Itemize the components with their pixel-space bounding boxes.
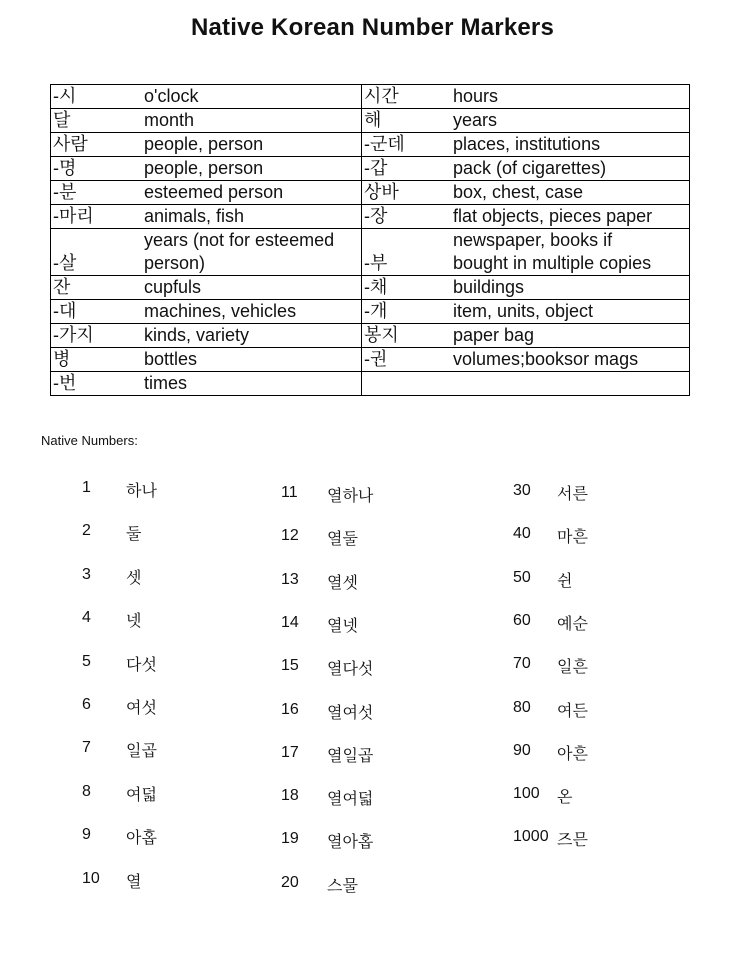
number-korean: 아홉 xyxy=(126,828,157,847)
number-korean: 열둘 xyxy=(327,529,358,548)
marker-korean: -권 xyxy=(362,348,452,372)
number-korean: 온 xyxy=(557,787,573,806)
marker-korean: -개 xyxy=(362,300,452,324)
marker-korean: -명 xyxy=(51,157,143,181)
number-korean: 다섯 xyxy=(126,655,157,674)
number-digit: 1000 xyxy=(513,828,549,845)
table-row xyxy=(51,181,690,205)
marker-korean: -분 xyxy=(51,181,143,205)
number-digit: 8 xyxy=(82,783,91,800)
number-korean: 열하나 xyxy=(327,486,374,505)
number-digit: 20 xyxy=(281,874,299,891)
marker-meaning: years xyxy=(451,109,690,133)
number-korean: 스물 xyxy=(327,876,358,895)
marker-korean: 상바 xyxy=(362,181,452,205)
number-digit: 14 xyxy=(281,614,299,631)
table-row xyxy=(51,324,690,348)
marker-korean: 해 xyxy=(362,109,452,133)
number-digit: 60 xyxy=(513,612,531,629)
number-korean: 열여덟 xyxy=(327,789,374,808)
table-row xyxy=(51,109,690,133)
marker-meaning: paper bag xyxy=(451,324,690,348)
number-digit: 15 xyxy=(281,657,299,674)
number-digit: 1 xyxy=(82,479,91,496)
number-digit: 3 xyxy=(82,566,91,583)
number-korean: 일곱 xyxy=(126,741,157,760)
marker-korean: -대 xyxy=(51,300,143,324)
marker-korean: -살 xyxy=(51,229,143,276)
number-digit: 70 xyxy=(513,655,531,672)
marker-korean: -시 xyxy=(51,85,143,109)
number-korean: 열다섯 xyxy=(327,659,374,678)
number-korean: 여덟 xyxy=(126,785,157,804)
marker-meaning: esteemed person xyxy=(142,181,362,205)
marker-meaning xyxy=(142,229,362,276)
marker-korean: -번 xyxy=(51,372,143,396)
marker-korean: -갑 xyxy=(362,157,452,181)
number-digit: 18 xyxy=(281,787,299,804)
page-title: Native Korean Number Markers xyxy=(190,14,555,41)
number-korean: 열여섯 xyxy=(327,703,374,722)
table-row xyxy=(51,85,690,109)
marker-korean: 잔 xyxy=(51,276,143,300)
meaning-line: years (not for esteemed xyxy=(144,230,335,250)
marker-meaning: animals, fish xyxy=(142,205,362,229)
number-korean: 열셋 xyxy=(327,573,358,592)
number-digit: 10 xyxy=(82,870,100,887)
number-digit: 9 xyxy=(82,826,91,843)
number-korean: 열 xyxy=(126,872,142,891)
marker-meaning: times xyxy=(142,372,362,396)
number-korean: 일흔 xyxy=(557,657,588,676)
number-korean: 마흔 xyxy=(557,527,588,546)
marker-korean: 달 xyxy=(51,109,143,133)
marker-korean: 사람 xyxy=(51,133,143,157)
marker-meaning xyxy=(451,229,690,276)
marker-meaning: pack (of cigarettes) xyxy=(451,157,690,181)
number-korean: 열넷 xyxy=(327,616,358,635)
number-digit: 2 xyxy=(82,522,91,539)
marker-meaning: hours xyxy=(451,85,690,109)
number-digit: 11 xyxy=(281,484,298,501)
number-korean: 아흔 xyxy=(557,744,588,763)
number-digit: 5 xyxy=(82,653,91,670)
marker-meaning: kinds, variety xyxy=(142,324,362,348)
number-digit: 19 xyxy=(281,830,299,847)
marker-korean xyxy=(362,372,452,396)
table-row xyxy=(51,133,690,157)
table-row xyxy=(51,372,690,396)
marker-korean: -부 xyxy=(362,229,452,276)
marker-meaning: bottles xyxy=(142,348,362,372)
native-numbers-label: Native Numbers: xyxy=(41,433,138,448)
number-digit: 4 xyxy=(82,609,91,626)
number-digit: 13 xyxy=(281,571,299,588)
number-digit: 30 xyxy=(513,482,531,499)
number-korean: 열일곱 xyxy=(327,746,374,765)
table-row xyxy=(51,348,690,372)
table-row xyxy=(51,205,690,229)
number-digit: 100 xyxy=(513,785,540,802)
table-row xyxy=(51,300,690,324)
number-korean: 하나 xyxy=(126,481,157,500)
marker-korean: 병 xyxy=(51,348,143,372)
marker-meaning xyxy=(451,372,690,396)
number-digit: 80 xyxy=(513,699,531,716)
number-korean: 서른 xyxy=(557,484,588,503)
number-digit: 17 xyxy=(281,744,299,761)
marker-korean: 봉지 xyxy=(362,324,452,348)
number-korean: 여든 xyxy=(557,701,588,720)
marker-meaning: machines, vehicles xyxy=(142,300,362,324)
table-row xyxy=(51,157,690,181)
number-korean: 넷 xyxy=(126,611,142,630)
marker-korean: -채 xyxy=(362,276,452,300)
marker-meaning: box, chest, case xyxy=(451,181,690,205)
marker-meaning: flat objects, pieces paper xyxy=(451,205,690,229)
number-digit: 90 xyxy=(513,742,531,759)
table-row xyxy=(51,276,690,300)
number-digit: 7 xyxy=(82,739,91,756)
table-row xyxy=(51,229,690,276)
number-korean: 쉰 xyxy=(557,571,573,590)
number-digit: 12 xyxy=(281,527,299,544)
number-digit: 50 xyxy=(513,569,531,586)
number-korean: 셋 xyxy=(126,568,142,587)
marker-meaning: people, person xyxy=(142,133,362,157)
number-korean: 여섯 xyxy=(126,698,157,717)
marker-korean: -군데 xyxy=(362,133,452,157)
marker-korean: -마리 xyxy=(51,205,143,229)
meaning-line: person) xyxy=(144,253,206,273)
marker-meaning: volumes;booksor mags xyxy=(451,348,690,372)
number-korean: 열아홉 xyxy=(327,832,374,851)
marker-meaning: item, units, object xyxy=(451,300,690,324)
marker-korean: 시간 xyxy=(362,85,452,109)
marker-korean: -장 xyxy=(362,205,452,229)
marker-meaning: places, institutions xyxy=(451,133,690,157)
number-digit: 40 xyxy=(513,525,531,542)
number-korean: 둘 xyxy=(126,524,142,543)
marker-meaning: people, person xyxy=(142,157,362,181)
marker-meaning: o'clock xyxy=(142,85,362,109)
marker-meaning: buildings xyxy=(451,276,690,300)
marker-korean: -가지 xyxy=(51,324,143,348)
meaning-line: newspaper, books if xyxy=(453,230,613,250)
marker-meaning: cupfuls xyxy=(142,276,362,300)
number-korean: 예순 xyxy=(557,614,588,633)
number-korean: 즈믄 xyxy=(557,830,588,849)
markers-table xyxy=(50,84,690,396)
meaning-line: bought in multiple copies xyxy=(453,253,652,273)
number-digit: 6 xyxy=(82,696,91,713)
marker-meaning: month xyxy=(142,109,362,133)
number-digit: 16 xyxy=(281,701,299,718)
